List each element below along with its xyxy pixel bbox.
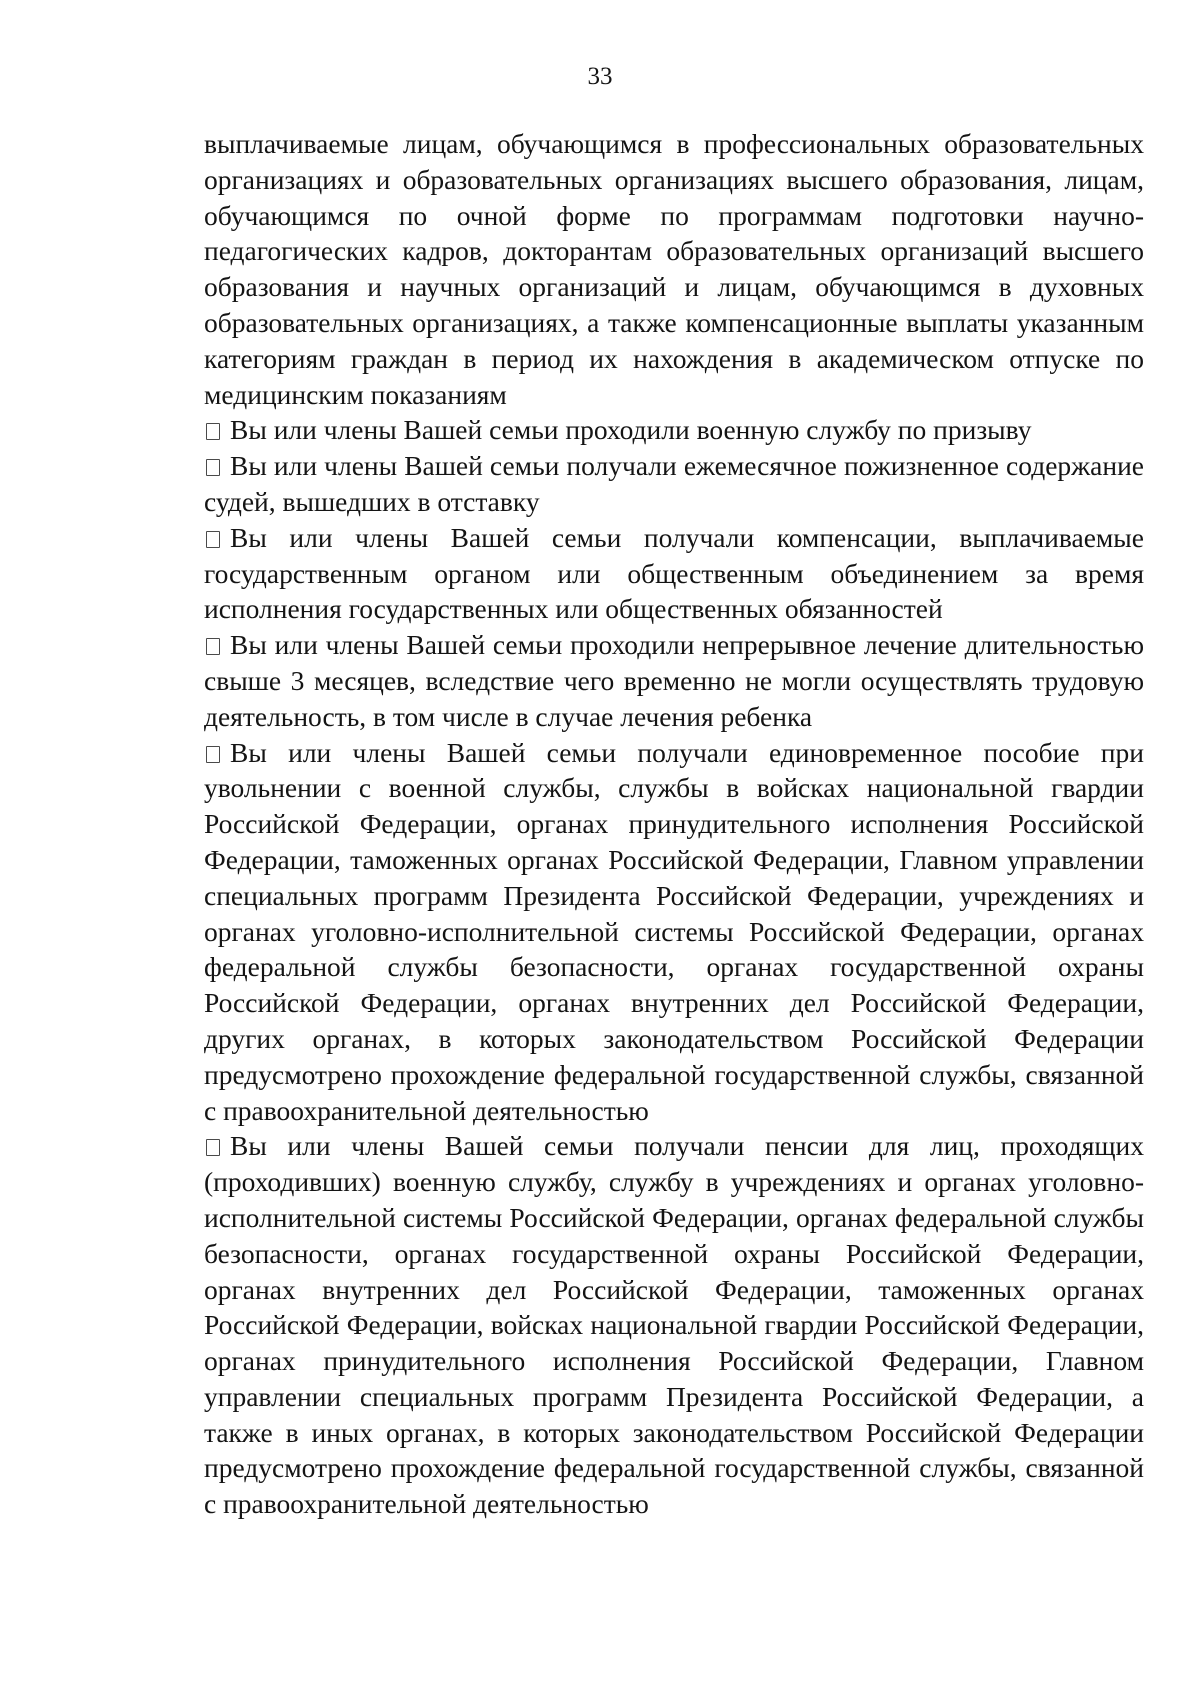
option-military-conscription	[204, 412, 1144, 448]
option-duty-compensation	[204, 520, 1144, 627]
checkbox-icon[interactable]	[206, 638, 220, 655]
option-continuous-treatment	[204, 627, 1144, 734]
checkbox-icon[interactable]	[206, 1139, 220, 1156]
checkbox-icon[interactable]	[206, 531, 220, 548]
option-service-pension	[204, 1128, 1144, 1522]
option-text: Вы или члены Вашей семьи проходили военную службу по призыву	[230, 414, 1032, 446]
option-text: Вы или члены Вашей семьи проходили непрерывное лечение длительностью свыше 3 месяцев, вследствие чего временно не могли осуществлять трудовую деятельность, в том числе в случае лечения ребенка	[204, 629, 1144, 732]
document-body	[204, 126, 1144, 1522]
checkbox-icon[interactable]	[206, 459, 220, 476]
option-text: Вы или члены Вашей семьи получали ежемесячное пожизненное содержание судей, вышедших в отставку	[204, 450, 1144, 517]
option-text: Вы или члены Вашей семьи получали единовременное пособие при увольнении с военной службы, службы в войсках национальной гвардии Российской Федерации, органах принудительного исполнения Российской Федерации, таможенных органах Российской Федерации, Главном управлении специальных программ Президента Российской Федерации, учреждениях и органах уголовно-исполнительной системы Российской Федерации, органах федеральной службы безопасности, органах государственной охраны Российской Федерации, органах внутренних дел Российской Федерации, других органах, в которых законодательством Российской Федерации предусмотрено прохождение федеральной государственной службы, связанной с правоохранительной деятельностью	[204, 736, 1144, 1126]
checkbox-icon[interactable]	[206, 423, 220, 440]
option-judges-allowance	[204, 448, 1144, 520]
option-text: Вы или члены Вашей семьи получали компенсации, выплачиваемые государственным органом или общественным объединением за время исполнения государственных или общественных обязанностей	[204, 521, 1144, 625]
page-number: 33	[587, 63, 613, 90]
checkbox-icon[interactable]	[206, 746, 220, 763]
option-discharge-allowance	[204, 735, 1144, 1129]
option-text: Вы или члены Вашей семьи получали пенсии для лиц, проходящих (проходивших) военную службу, службу в учреждениях и органах уголовно-исполнительной системы Российской Федерации, органах федеральной службы безопасности, органах государственной охраны Российской Федерации, органах внутренних дел Российской Федерации, таможенных органах Российской Федерации, войсках национальной гвардии Российской Федерации, органах принудительного исполнения Российской Федерации, Главном управлении специальных программ Президента Российской Федерации, а также в иных органах, в которых законодательством Российской Федерации предусмотрено прохождение федеральной государственной службы, связанной с правоохранительной деятельностью	[204, 1130, 1144, 1520]
intro-paragraph: выплачиваемые лицам, обучающимся в профессиональных образовательных организациях и образовательных организациях высшего образования, лицам, обучающимся по очной форме по программам подготовки научно-педагогических кадров, докторантам образовательных организаций высшего образования и научных организаций и лицам, обучающимся в духовных образовательных организациях, а также компенсационные выплаты указанным категориям граждан в период их нахождения в академическом отпуске по медицинским показаниям	[204, 128, 1144, 410]
